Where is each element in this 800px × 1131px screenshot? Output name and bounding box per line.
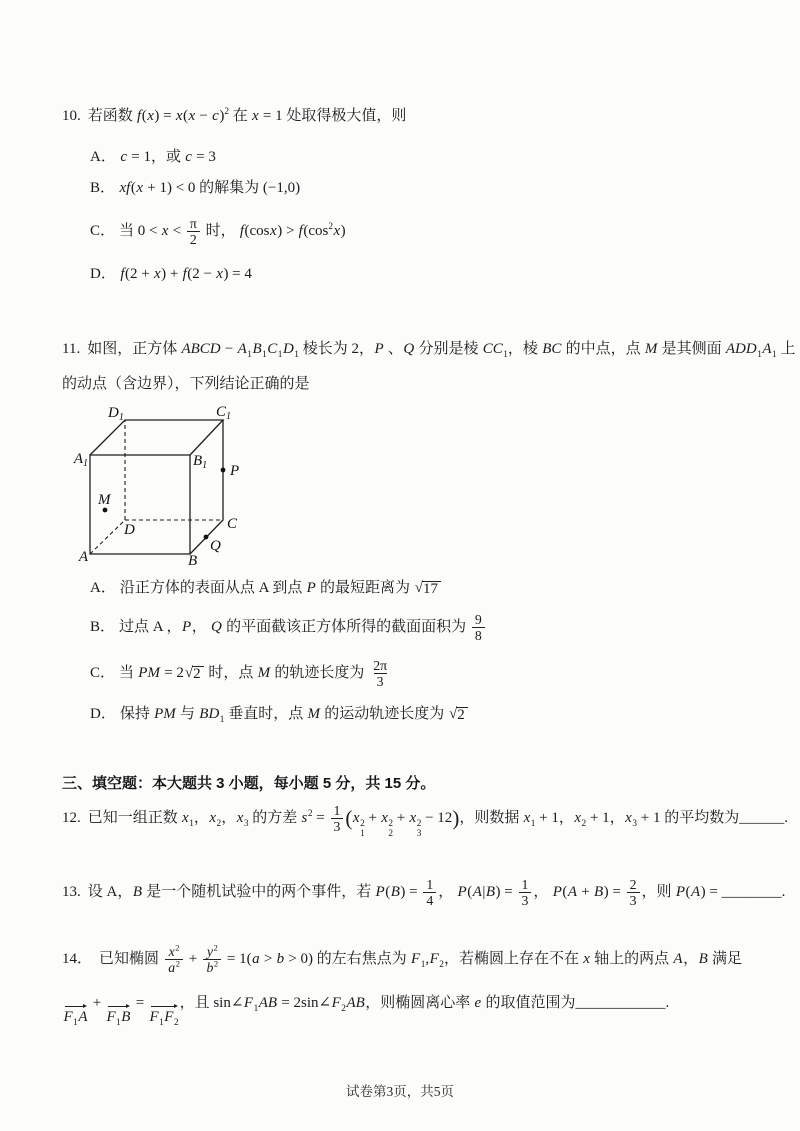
question-11-option-b	[90, 612, 487, 643]
question-11-text-line2: 的动点（含边界），下列结论正确的是	[62, 376, 310, 392]
question-10-option-c	[90, 216, 346, 247]
option-text: 保持 PM 与 $BD_1$ 垂直时，点 M 的运动轨迹长度为 √ 2	[120, 706, 469, 722]
point-label-m: M	[98, 492, 111, 508]
option-label: A．	[90, 149, 116, 165]
question-14-text-line1: 已知椭圆 $\frac{x^2}{a^2}$ + $\frac{y^2}{b^2}$ = 1(a > b > 0) 的左右焦点为 $F_1,F_2$，若椭圆上存在不在 x 轴上的两点 A，B 满足	[99, 942, 743, 976]
cube-figure	[58, 402, 328, 580]
option-label: B．	[90, 619, 116, 636]
cube-points	[103, 468, 226, 540]
question-12-number: 12.	[62, 810, 81, 827]
section-3-title: 三、填空题：本大题共 3 小题，每小题 5 分，共 15 分。	[62, 775, 436, 792]
question-10-option-d	[90, 265, 252, 285]
question-11-stem-line1	[62, 339, 795, 359]
question-10-option-a	[90, 148, 216, 168]
option-label: D．	[90, 706, 116, 722]
question-12	[62, 803, 788, 840]
point-label-q: Q	[210, 538, 221, 554]
question-14-line2	[62, 993, 670, 1028]
option-text: 当 0 < x < $\frac{\pi}{2}$ 时， $f(\cos x) > f(\cos^2x)$	[119, 216, 346, 248]
point-p-dot	[221, 468, 226, 473]
question-11-number: 11.	[62, 341, 81, 357]
vertex-label-a1: $A_1$	[73, 451, 88, 469]
vertex-label-a: A	[78, 549, 88, 565]
question-10-text: 若函数 $f(x) = x(x - c)^2$ 在 x = 1 处取得极大值，则	[87, 107, 407, 124]
option-label: C．	[90, 665, 116, 682]
vertex-label-c1: $C_1$	[216, 404, 232, 422]
question-13-number: 13.	[62, 884, 81, 901]
option-label: A．	[90, 580, 116, 596]
vertex-label-d1: $D_1$	[108, 405, 124, 423]
question-11-option-c	[90, 658, 392, 689]
option-label: D．	[90, 266, 116, 282]
point-label-p: P	[230, 463, 240, 479]
question-14-line1	[62, 944, 742, 975]
cube-hidden-edges	[90, 420, 223, 554]
question-13	[62, 877, 785, 908]
question-11-text-line1: 如图，正方体 ABCD − $A_1B_1C_1D_1$ 棱长为 2，P 、Q 分别是棱 $CC_1$，棱 BC 的中点，点 M 是其侧面 $ADD_1A_1$ 上	[87, 341, 796, 360]
option-text: 沿正方体的表面从点 A 到点 P 的最短距离为 √ 17	[120, 580, 442, 596]
option-text: f(2 + x) + f(2 − x) = 4	[120, 266, 252, 282]
question-11-stem-line2	[62, 374, 310, 394]
vertex-label-b1: $B_1$	[193, 453, 208, 471]
question-10-option-b	[90, 179, 300, 199]
option-text: xf(x + 1) < 0 的解集为 (−1,0)	[119, 180, 301, 196]
option-label: B．	[90, 180, 116, 196]
vertex-label-d: D	[124, 522, 135, 538]
vertex-label-b: B	[188, 553, 198, 569]
question-10-number: 10.	[62, 108, 81, 124]
question-11-option-d	[90, 705, 469, 725]
question-14-number: 14．	[62, 951, 93, 968]
option-text: 过点 A ，P， Q 的平面截该正方体所得的截面面积为 $\frac{9}{8}$	[119, 619, 487, 635]
point-q-dot	[204, 535, 209, 540]
question-12-text: 已知一组正数 $x_1$，$x_2$，$x_3$ 的方差 $s^2$ = $\frac{1}{3}$ (x 2 1 + x 2 2 + x 2 3 − 12)，则数据 $x_1 + 1$，$x_2 + 1$，$x_3 + 1$ 的平均数为______.	[87, 803, 788, 840]
question-11-option-a	[90, 579, 442, 599]
vertex-label-c: C	[227, 516, 238, 532]
question-14-text-line2: $F_1A$ + $F_1B$ = $F_1F_2$ ，且 $\sin\angle F_1AB$ = $2\sin\angle F_2AB$，则椭圆离心率 e 的取值范围为____________.	[63, 995, 670, 1028]
option-label: C．	[90, 223, 116, 240]
option-text: 当 PM = 2 √ 2 时，点 M 的轨迹长度为 $\frac{2\pi}{3}$	[119, 658, 388, 690]
question-13-text: 设 A，B 是一个随机试验中的两个事件，若 P(B) = $\frac{1}{4}$ ， P(A|B) = $\frac{1}{3}$ ， P(A + B) = $\frac{2}{3}$ ，则 P(A) = ________.	[87, 877, 786, 909]
option-text: c = 1，或 c = 3	[120, 149, 216, 165]
question-10-stem	[62, 106, 406, 126]
page-footer: 试卷第3页，共5页	[346, 1084, 454, 1099]
point-m-dot	[103, 508, 108, 513]
